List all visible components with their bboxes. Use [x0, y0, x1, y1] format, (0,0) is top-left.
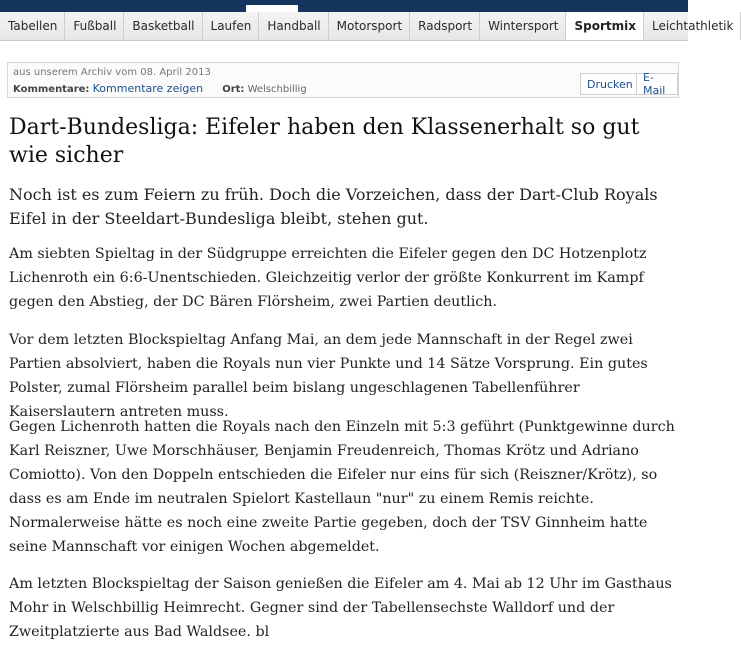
nav-item-fussball[interactable]: Fußball	[65, 12, 124, 40]
place-label: Ort:	[222, 84, 245, 95]
nav-item-radsport[interactable]: Radsport	[410, 12, 480, 40]
article-paragraph-1: Am siebten Spieltag in der Südgruppe erreichten die Eifeler gegen den DC Hotzenplotz Lichenroth ein 6:6-Unentschieden. Gleichzeitig verlor der größte Konkurrent im Kampf gegen den Abstieg, der DC Bären Flörsheim, zwei Partien deutlich.	[9, 246, 647, 310]
meta-info-line	[13, 82, 307, 95]
article-paragraph-3: Gegen Lichenroth hatten die Royals nach den Einzeln mit 5:3 geführt (Punktgewinne durch Karl Reiszner, Uwe Morschhäuser, Benjamin Freudenreich, Thomas Krötz und Adriano Comiotto). Von den Doppeln entschieden die Eifeler nur eins für sich (Reiszner/Krötz), so dass es am Ende im neutralen Spielort Kastellaun "nur" zu einem Remis reichte. Normalerweise hätte es noch eine zweite Partie gegeben, doch der TSV Ginnheim hatte seine Mannschaft vor einigen Wochen abgemeldet.	[9, 419, 675, 555]
sport-navigation	[0, 12, 734, 41]
nav-item-handball[interactable]: Handball	[259, 12, 328, 40]
nav-item-wintersport[interactable]: Wintersport	[480, 12, 566, 40]
article-paragraph-4: Am letzten Blockspieltag der Saison genießen die Eifeler am 4. Mai ab 12 Uhr im Gasthaus Mohr in Welschbillig Heimrecht. Gegner sind der Tabellensechste Walldorf und der Zweitplatzierte aus Bad Waldsee. bl	[9, 576, 672, 640]
nav-item-motorsport[interactable]: Motorsport	[329, 12, 411, 40]
article-paragraph-2: Vor dem letzten Blockspieltag Anfang Mai, an dem jede Mannschaft in der Regel zwei Partien absolviert, haben die Royals nun vier Punkte und 14 Sätze Vorsprung. Ein gutes Polster, zumal Flörsheim parallel beim bislang ungeschlagenen Tabellenführer Kaiserslautern antreten muss.	[9, 332, 648, 420]
print-button[interactable]: Drucken	[580, 73, 640, 95]
active-tab-notch	[246, 5, 298, 12]
top-bar	[0, 0, 688, 12]
nav-item-tabellen[interactable]: Tabellen	[0, 12, 65, 40]
nav-item-sportmix[interactable]: Sportmix	[566, 12, 644, 40]
comments-label: Kommentare:	[13, 84, 90, 95]
email-button[interactable]: E-Mail	[636, 73, 678, 95]
nav-item-basketball[interactable]: Basketball	[124, 12, 202, 40]
article-headline: Dart-Bundesliga: Eifeler haben den Klassenerhalt so gut wie sicher	[9, 115, 640, 168]
archive-date: aus unserem Archiv vom 08. April 2013	[13, 67, 211, 78]
show-comments-link[interactable]: Kommentare zeigen	[92, 82, 204, 95]
place-value: Welschbillig	[247, 84, 307, 95]
nav-item-leichtathletik[interactable]: Leichtathletik	[644, 12, 741, 40]
article-meta-box	[7, 62, 679, 98]
article-lead: Noch ist es zum Feiern zu früh. Doch die Vorzeichen, dass der Dart-Club Royals Eifel in der Steeldart-Bundesliga bleibt, stehen gut.	[9, 185, 658, 228]
nav-item-laufen[interactable]: Laufen	[203, 12, 260, 40]
